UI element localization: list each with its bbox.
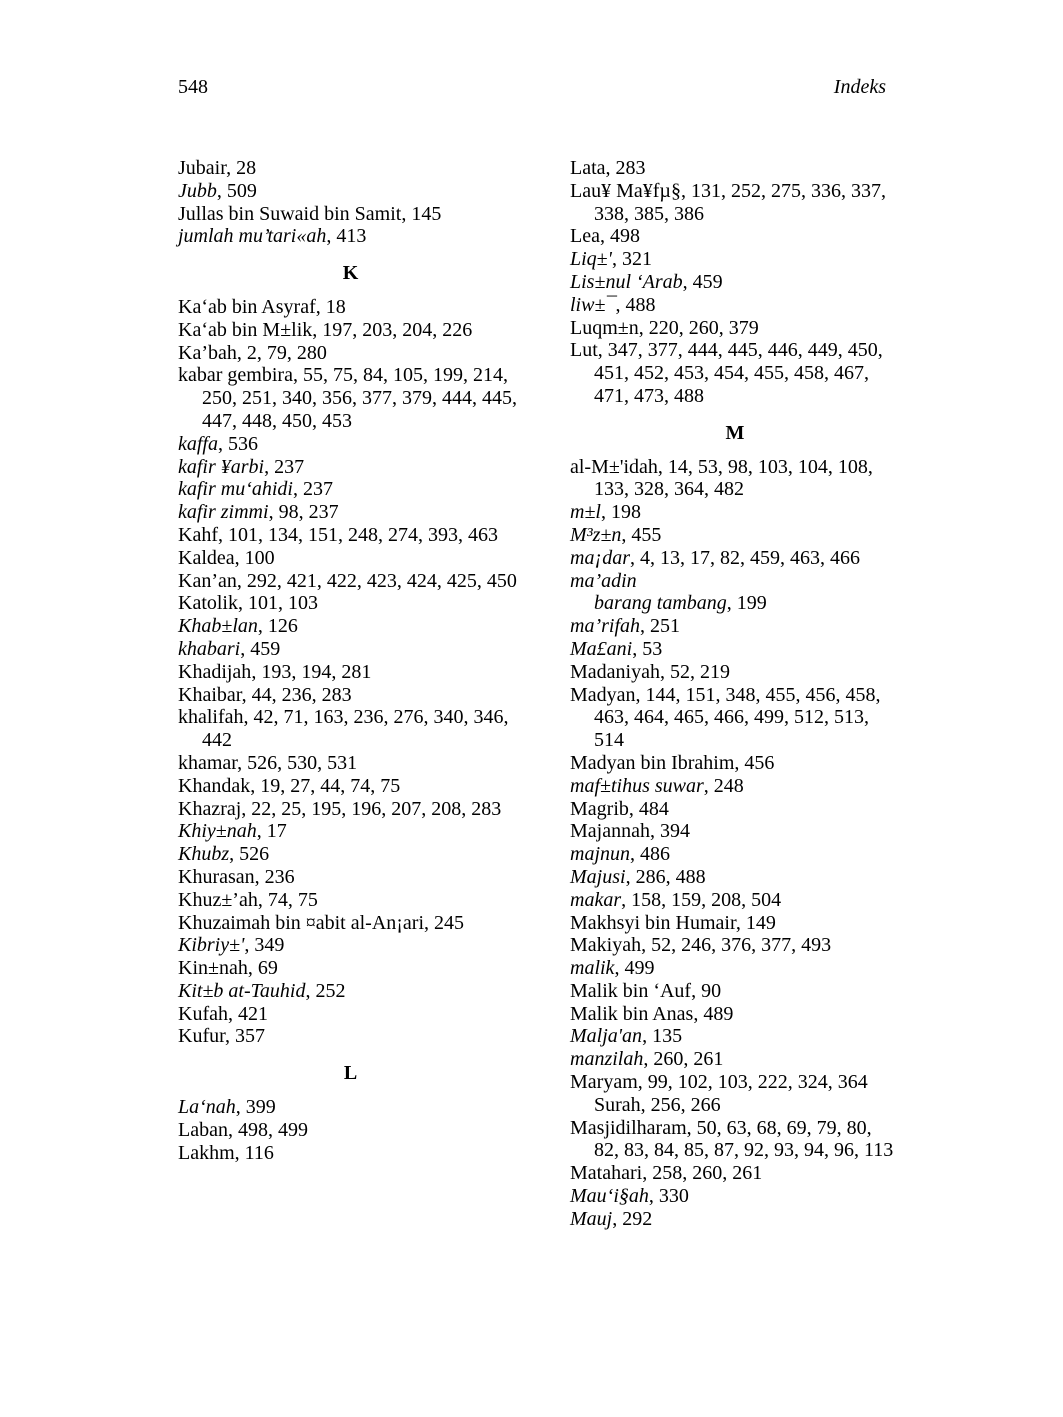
entry-pages: , 90 — [691, 979, 722, 1002]
entry-pages: , 42, 71, 163, 236, 276, 340, 346, 442 — [202, 706, 509, 752]
entry-term: kafir zimmi — [178, 501, 269, 524]
entry-term: kaffa — [178, 432, 218, 455]
entry-pages: , 220, 260, 379 — [638, 316, 759, 339]
entry-term: Khurasan — [178, 865, 255, 888]
entry-term: malik — [570, 957, 615, 980]
index-entry — [178, 547, 523, 570]
entry-term: Masjidilharam — [570, 1116, 687, 1139]
entry-term: Lis±nul ‘Arab — [570, 270, 683, 293]
index-entry — [570, 1185, 900, 1208]
entry-pages: , 526, 530, 531 — [237, 751, 358, 774]
subentry-pages: , 199 — [726, 592, 767, 615]
entry-pages: , 135 — [642, 1025, 683, 1048]
entry-pages: , 421 — [227, 1002, 268, 1025]
entry-term: M³z±n — [570, 523, 622, 546]
letter-heading-m: M — [725, 421, 745, 444]
entry-term: Makhsyi bin Humair — [570, 911, 736, 934]
entry-term: Khazraj — [178, 797, 242, 820]
index-entry — [570, 1208, 900, 1231]
entry-term: Majusi — [570, 865, 626, 888]
subentry-term: Surah — [594, 1093, 641, 1116]
entry-term: kafir mu‘ahidi — [178, 478, 293, 501]
entry-pages: , 413 — [326, 225, 367, 248]
entry-pages: , 260, 261 — [643, 1048, 724, 1071]
entry-term: Kaldea — [178, 546, 235, 569]
entry-pages: , 99, 102, 103, 222, 324, 364 — [637, 1071, 868, 1094]
entry-term: Majannah — [570, 820, 650, 843]
entry-pages: , 53 — [632, 637, 663, 660]
entry-term: Kufur — [178, 1025, 225, 1048]
entry-term: ma’rifah — [570, 615, 640, 638]
entry-term: Mauj — [570, 1207, 613, 1230]
entry-pages: , 394 — [649, 820, 690, 843]
entry-pages: , 286, 488 — [625, 865, 706, 888]
index-entry — [570, 638, 900, 661]
entry-term: al-M±'idah — [570, 455, 658, 478]
entry-pages: , 101, 134, 151, 248, 274, 393, 463 — [217, 523, 498, 546]
entry-term: Magrib — [570, 797, 629, 820]
entry-pages: , 17 — [256, 820, 287, 843]
index-column-left — [178, 157, 523, 1164]
entry-term: Khadijah — [178, 660, 252, 683]
index-entry — [178, 342, 523, 365]
index-entry — [570, 1117, 900, 1163]
index-subentry — [570, 592, 900, 615]
index-entry — [570, 570, 900, 593]
entry-term: ma¡dar — [570, 546, 631, 569]
index-entry — [178, 225, 523, 248]
entry-term: Kin±nah — [178, 957, 248, 980]
index-entry — [570, 547, 900, 570]
index-entry — [178, 478, 523, 501]
entry-pages: , 489 — [693, 1002, 734, 1025]
entry-pages: , 349 — [244, 934, 285, 957]
entry-term: Kan’an — [178, 569, 237, 592]
entry-pages: , 488 — [615, 293, 656, 316]
entry-term: Mau‘i§ah — [570, 1185, 649, 1208]
entry-pages: , 131, 252, 275, 336, 337, 338, 385, 386 — [594, 179, 886, 225]
entry-pages: , 499 — [614, 957, 655, 980]
index-entry — [178, 843, 523, 866]
entry-pages: , 18 — [315, 295, 346, 318]
entry-term: Matahari — [570, 1162, 643, 1185]
index-entry — [178, 638, 523, 661]
entry-term: Liq±' — [570, 248, 612, 271]
entry-term: Makiyah — [570, 934, 642, 957]
entry-pages: , 144, 151, 348, 455, 456, 458, 463, 464, 465, 466, 499, 512, 513, 514 — [594, 683, 881, 752]
index-entry — [570, 820, 900, 843]
index-entry — [178, 661, 523, 684]
entry-pages: , 116 — [234, 1141, 274, 1164]
index-entry — [570, 661, 900, 684]
entry-group — [178, 157, 523, 248]
page-number: 548 — [178, 76, 208, 98]
entry-term: Ka‘ab bin M±lik — [178, 318, 313, 341]
entry-pages: , 251 — [640, 615, 680, 638]
entry-term: Kufah — [178, 1002, 228, 1025]
index-entry — [178, 957, 523, 980]
entry-pages: , 237 — [293, 478, 333, 501]
letter-heading-l: L — [343, 1062, 358, 1085]
entry-pages: , 252 — [305, 979, 346, 1002]
entry-term: Katolik — [178, 592, 238, 615]
index-entry — [570, 339, 900, 407]
index-entry — [570, 157, 900, 180]
entry-pages: , 2, 79, 280 — [236, 341, 327, 364]
index-entry — [178, 157, 523, 180]
index-entry — [178, 1119, 523, 1142]
entry-term: Jubb — [178, 179, 217, 202]
entry-pages: , 74, 75 — [257, 888, 318, 911]
entry-term: jumlah mu’tari«ah — [178, 225, 327, 248]
index-entry — [570, 912, 900, 935]
subentry-term: barang tambang — [594, 592, 727, 615]
entry-term: Madyan bin Ibrahim — [570, 751, 735, 774]
index-entry — [570, 775, 900, 798]
entry-term: Jullas bin Suwaid bin Samit — [178, 202, 402, 225]
entry-pages: , 100 — [234, 546, 275, 569]
index-entry — [178, 1096, 523, 1119]
index-entry — [570, 524, 900, 547]
entry-pages: , 237 — [264, 455, 305, 478]
entry-term: Laban — [178, 1118, 228, 1141]
entry-term: kafir ¥arbi — [178, 455, 265, 478]
index-entry — [570, 798, 900, 821]
entry-pages: , 484 — [628, 797, 669, 820]
entry-term: Lea — [570, 225, 600, 248]
entry-pages: , 22, 25, 195, 196, 207, 208, 283 — [241, 797, 502, 820]
entry-term: Khubz — [178, 843, 230, 866]
index-entry — [570, 294, 900, 317]
entry-group — [178, 1096, 523, 1164]
entry-pages: , 149 — [735, 911, 776, 934]
entry-pages: , 4, 13, 17, 82, 459, 463, 466 — [630, 546, 861, 569]
entry-term: Khab±lan — [178, 615, 258, 638]
entry-pages: , 145 — [401, 202, 442, 225]
index-entry — [570, 501, 900, 524]
entry-group — [570, 157, 900, 408]
index-entry — [178, 980, 523, 1003]
entry-term: La‘nah — [178, 1096, 236, 1119]
index-entry — [570, 456, 900, 502]
entry-pages: , 193, 194, 281 — [251, 660, 372, 683]
entry-term: Luqm±n — [570, 316, 639, 339]
entry-pages: , 357 — [224, 1025, 265, 1048]
index-entry — [570, 180, 900, 226]
entry-term: Khandak — [178, 774, 251, 797]
entry-group — [570, 456, 900, 593]
index-entry — [178, 364, 523, 432]
index-entry — [178, 798, 523, 821]
index-entry — [178, 912, 523, 935]
index-entry — [178, 456, 523, 479]
entry-pages: , 126 — [257, 615, 298, 638]
entry-pages: , 347, 377, 444, 445, 446, 449, 450, 451, 452, 453, 454, 455, 458, 467, 471, 473, 488 — [594, 339, 883, 407]
index-column-right — [570, 157, 900, 1231]
index-entry — [178, 180, 523, 203]
entry-term: Madaniyah — [570, 660, 660, 683]
index-entry — [570, 980, 900, 1003]
index-entry — [178, 319, 523, 342]
entry-pages: , 486 — [630, 843, 670, 866]
section-title: Indeks — [833, 76, 886, 98]
entry-pages: , 536 — [218, 432, 258, 455]
entry-term: Malik bin ‘Auf — [570, 979, 692, 1002]
index-entry — [570, 248, 900, 271]
entry-term: Khuzaimah bin ¤abit al-An¡ari — [178, 911, 425, 934]
entry-pages: , 52, 219 — [659, 660, 730, 683]
entry-group — [570, 1117, 900, 1231]
entry-term: Kahf — [178, 523, 218, 546]
index-entry — [570, 843, 900, 866]
entry-term: Lakhm — [178, 1141, 235, 1164]
entry-term: Madyan — [570, 683, 636, 706]
index-entry — [570, 934, 900, 957]
entry-pages: , 283 — [605, 157, 646, 179]
entry-pages: , 459 — [240, 637, 281, 660]
entry-term: Lau¥ Ma¥fµ§ — [570, 179, 681, 202]
entry-pages: , 19, 27, 44, 74, 75 — [250, 774, 401, 797]
index-entry — [178, 615, 523, 638]
index-entry — [178, 889, 523, 912]
entry-pages: , 197, 203, 204, 226 — [312, 318, 473, 341]
subentry-pages: , 256, 266 — [640, 1093, 721, 1116]
letter-heading-k: K — [342, 262, 359, 285]
index-entry — [570, 889, 900, 912]
entry-pages: , 245 — [424, 911, 465, 934]
entry-pages: , 459 — [682, 270, 723, 293]
entry-term: majnun — [570, 843, 630, 866]
entry-pages: , 98, 237 — [268, 501, 339, 524]
index-entry — [178, 866, 523, 889]
index-entry — [178, 433, 523, 456]
entry-pages: , 292 — [612, 1207, 653, 1230]
index-entry — [570, 957, 900, 980]
entry-term: Kibriy±' — [178, 934, 245, 957]
index-entry — [178, 524, 523, 547]
index-entry — [570, 317, 900, 340]
index-entry — [178, 1142, 523, 1165]
entry-pages: , 52, 246, 376, 377, 493 — [641, 934, 832, 957]
index-entry — [178, 1025, 523, 1048]
entry-term: Lut — [570, 339, 598, 362]
entry-pages: , 44, 236, 283 — [241, 683, 352, 706]
index-entry — [178, 752, 523, 775]
index-entry — [178, 1003, 523, 1026]
entry-pages: , 14, 53, 98, 103, 104, 108, 133, 328, 364, 482 — [594, 455, 873, 501]
index-subentry — [570, 1094, 900, 1117]
entry-term: Ma£ani — [570, 637, 633, 660]
index-entry — [178, 592, 523, 615]
index-entry — [178, 934, 523, 957]
index-entry — [570, 615, 900, 638]
entry-term: liw±¯ — [570, 293, 616, 316]
entry-term: Kit±b at-Tauhid — [178, 979, 306, 1002]
index-entry — [570, 1071, 900, 1094]
index-entry — [178, 775, 523, 798]
entry-pages: , 498 — [599, 225, 640, 248]
entry-term: khamar — [178, 751, 238, 774]
entry-term: manzilah — [570, 1048, 644, 1071]
entry-pages: , 55, 75, 84, 105, 199, 214, 250, 251, 340, 356, 377, 379, 444, 445, 447, 448, 450, 453 — [202, 364, 517, 432]
entry-pages: , 498, 499 — [227, 1118, 308, 1141]
entry-term: khalifah — [178, 706, 244, 729]
entry-term: Malja'an — [570, 1025, 643, 1048]
index-entry — [178, 501, 523, 524]
entry-pages: , 69 — [247, 957, 278, 980]
entry-pages: , 321 — [611, 248, 652, 271]
index-entry — [570, 1025, 900, 1048]
index-entry — [178, 706, 523, 752]
entry-term: makar — [570, 888, 622, 911]
entry-group — [570, 615, 900, 1094]
entry-term: Malik bin Anas — [570, 1002, 694, 1025]
entry-term: Lata — [570, 157, 606, 179]
entry-pages: , 28 — [226, 157, 257, 179]
index-entry — [570, 684, 900, 752]
index-entry — [178, 684, 523, 707]
entry-pages: , 198 — [600, 501, 641, 524]
entry-pages: , 101, 103 — [238, 592, 318, 615]
entry-pages: , 236 — [254, 865, 295, 888]
index-entry — [570, 1162, 900, 1185]
entry-term: ma’adin — [570, 569, 637, 592]
entry-pages: , 526 — [229, 843, 270, 866]
index-entry — [570, 752, 900, 775]
entry-pages: , 248 — [703, 774, 744, 797]
entry-term: Khaibar — [178, 683, 242, 706]
entry-term: Khuz±’ah — [178, 888, 258, 911]
index-entry — [570, 271, 900, 294]
entry-pages: , 292, 421, 422, 423, 424, 425, 450 — [236, 569, 517, 592]
entry-pages: , 456 — [734, 751, 775, 774]
index-entry — [570, 1048, 900, 1071]
entry-term: m±l — [570, 501, 601, 524]
entry-term: maf±tihus suwar — [570, 774, 704, 797]
entry-term: Khiy±nah — [178, 820, 257, 843]
entry-term: Ka‘ab bin Asyraf — [178, 295, 316, 318]
index-entry — [570, 866, 900, 889]
entry-pages: , 509 — [216, 179, 257, 202]
entry-pages: , 455 — [621, 523, 662, 546]
entry-pages: , 330 — [648, 1185, 689, 1208]
entry-pages: , 399 — [235, 1096, 276, 1119]
index-entry — [570, 1003, 900, 1026]
entry-term: Ka’bah — [178, 341, 237, 364]
index-entry — [178, 296, 523, 319]
index-entry — [178, 570, 523, 593]
index-entry — [178, 203, 523, 226]
index-entry — [178, 820, 523, 843]
index-entry — [570, 225, 900, 248]
entry-pages: , 258, 260, 261 — [642, 1162, 763, 1185]
entry-term: kabar gembira — [178, 364, 293, 387]
entry-group — [178, 296, 523, 1048]
entry-pages: , 158, 159, 208, 504 — [621, 888, 782, 911]
entry-term: Maryam — [570, 1071, 638, 1094]
entry-term: Jubair — [178, 157, 227, 179]
entry-term: khabari — [178, 637, 241, 660]
entry-pages: , 50, 63, 68, 69, 79, 80, 82, 83, 84, 85, 87, 92, 93, 94, 96, 113 — [594, 1116, 894, 1162]
